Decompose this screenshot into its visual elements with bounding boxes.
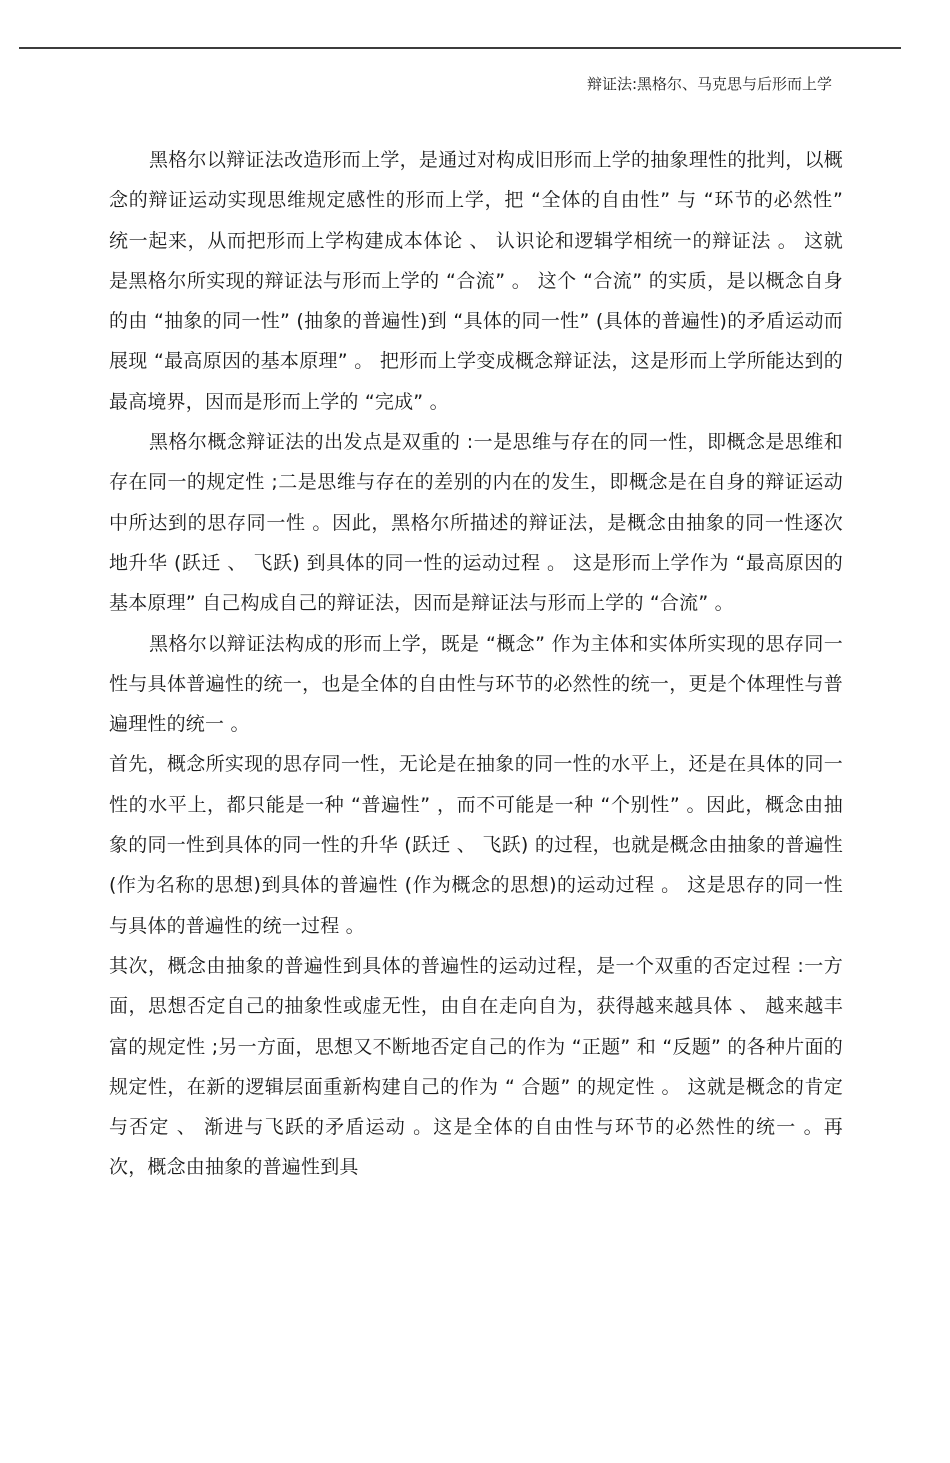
header-rule <box>19 47 901 49</box>
running-header-title: 辩证法:黑格尔、马克思与后形而上学 <box>586 75 832 93</box>
paragraph-2: 黑格尔概念辩证法的出发点是双重的 :一是思维与存在的同一性，即概念是思维和存在同一的规定性 ;二是思维与存在的差别的内在的发生，即概念是在自身的辩证运动中所达到的思存同一性 。因此，黑格尔所描述的辩证法，是概念由抽象的同一性逐次地升华 (跃迁 、 飞跃) 到具体的同一性的运动过程 。 这是形而上学作为 “最高原因的基本原理” 自己构成自己的辩证法，因而是辩证法与形而上学的 “合流” 。 <box>109 431 843 615</box>
paragraph-3: 黑格尔以辩证法构成的形而上学，既是 “概念” 作为主体和实体所实现的思存同一性与具体普遍性的统一，也是全体的自由性与环节的必然性的统一，更是个体理性与普遍理性的统一 。 <box>109 632 843 736</box>
paragraph-4: 首先，概念所实现的思存同一性，无论是在抽象的同一性的水平上，还是在具体的同一性的水平上，都只能是一种 “普遍性” ，而不可能是一种 “个别性” 。因此，概念由抽象的同一性到具体的同一性的升华 (跃迁 、 飞跃) 的过程，也就是概念由抽象的普遍性 (作为名称的思想)到具体的普遍性 (作为概念的思想)的运动过程 。 这是思存的同一性与具体的普遍性的统一过程 。 <box>109 753 843 937</box>
paragraph-5: 其次，概念由抽象的普遍性到具体的普遍性的运动过程，是一个双重的否定过程 :一方面，思想否定自己的抽象性或虚无性，由自在走向自为，获得越来越具体 、 越来越丰富的规定性 ;另一方面，思想又不断地否定自己的作为 “正题” 和 “反题” 的各种片面的规定性，在新的逻辑层面重新构建自己的作为 “ 合题” 的规定性 。 这就是概念的肯定与否定 、 渐进与飞跃的矛盾运动 。这是全体的自由性与环节的必然性的统一 。再次，概念由抽象的普遍性到具 <box>109 954 843 1179</box>
document-body <box>109 140 843 1188</box>
paragraph-1: 黑格尔以辩证法改造形而上学，是通过对构成旧形而上学的抽象理性的批判，以概念的辩证运动实现思维规定感性的形而上学，把 “全体的自由性” 与 “环节的必然性” 统一起来，从而把形而上学构建成本体论 、 认识论和逻辑学相统一的辩证法 。 这就是黑格尔所实现的辩证法与形而上学的 “合流” 。 这个 “合流” 的实质，是以概念自身的由 “抽象的同一性” (抽象的普遍性)到 “具体的同一性” (具体的普遍性)的矛盾运动而展现 “最高原因的基本原理” 。 把形而上学变成概念辩证法，这是形而上学所能达到的最高境界，因而是形而上学的 “完成” 。 <box>109 149 843 413</box>
